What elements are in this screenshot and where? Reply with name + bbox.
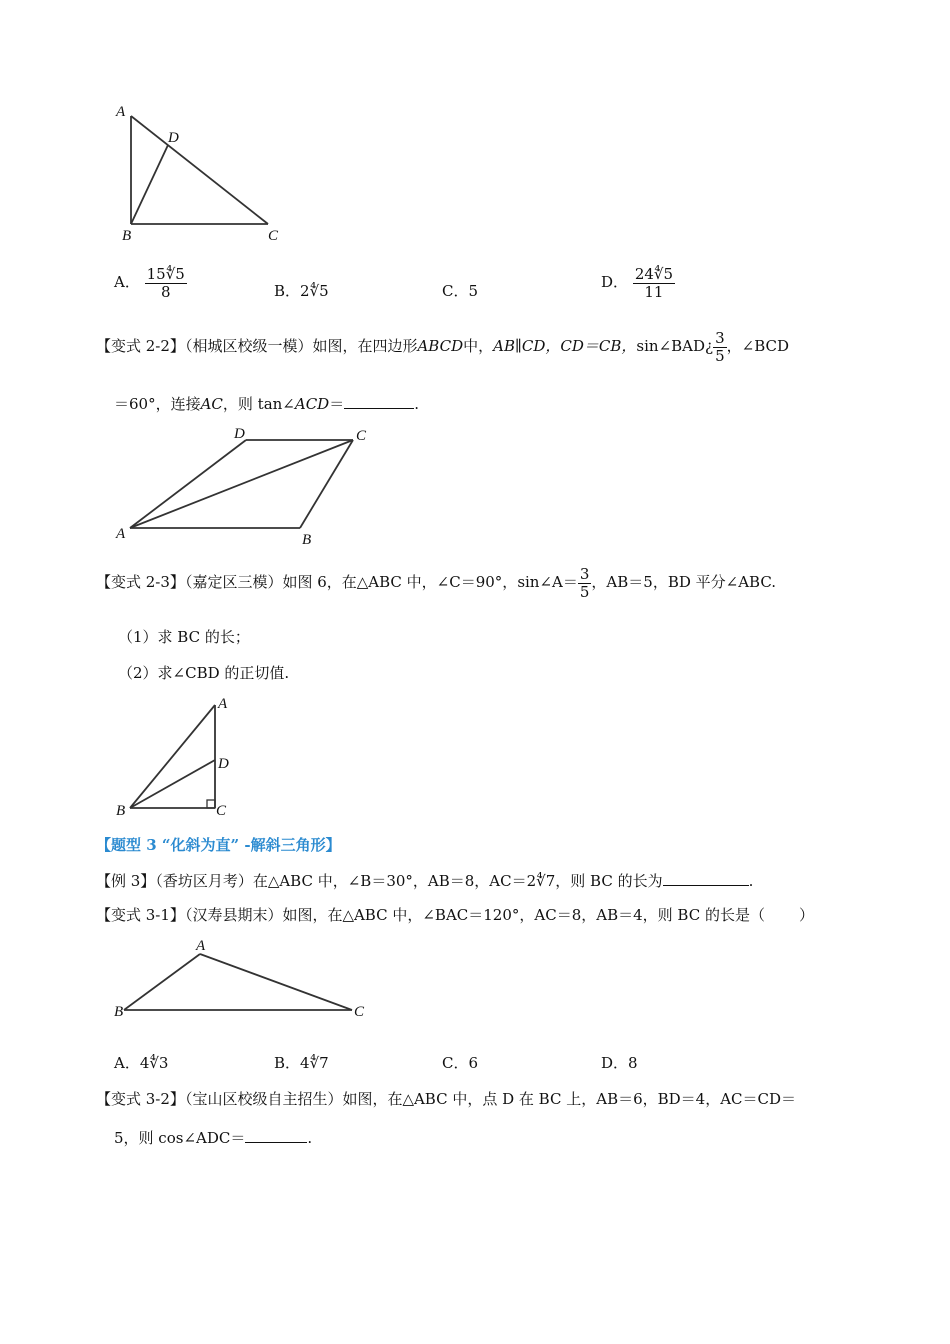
option-a-label: A．	[114, 273, 140, 291]
example-end: .	[748, 872, 754, 890]
segment-cb	[300, 440, 353, 528]
variant-text: ，∠BCD	[726, 337, 789, 355]
sub-question-1: （1）求 BC 的长；	[118, 628, 250, 646]
variant-text: .	[414, 395, 420, 413]
variant-close: ）	[798, 906, 814, 924]
option-c[interactable]: C．6	[442, 1054, 479, 1072]
label-a: A	[218, 696, 228, 712]
variant-tag: 【变式 3-2】	[96, 1090, 185, 1108]
label-d: D	[218, 756, 229, 772]
option-a-numerator: 15∜5	[146, 265, 185, 283]
figure-quadrilateral-abcd	[110, 420, 380, 550]
problem-variant-2-2	[96, 330, 789, 364]
right-angle-mark	[207, 800, 215, 808]
option-d[interactable]	[601, 266, 675, 300]
variant-source: （嘉定区三模）	[184, 573, 283, 591]
variant-text: 中，	[463, 337, 494, 355]
segment-ac	[200, 954, 352, 1010]
option-c-label: C．	[442, 282, 469, 300]
variant-quad: ABCD	[417, 337, 464, 355]
option-c-value: 5	[468, 282, 479, 300]
label-d: D	[234, 426, 245, 442]
variant-text: ＝60°，连接	[114, 395, 201, 413]
label-a: A	[116, 104, 126, 120]
variant-ac: AC	[200, 395, 223, 413]
option-a[interactable]	[114, 266, 187, 300]
fraction-denominator: 5	[715, 346, 725, 365]
label-b: B	[302, 532, 312, 548]
problem-variant-2-3	[96, 566, 776, 600]
option-a-fraction	[145, 266, 187, 300]
answer-blank[interactable]	[245, 1128, 307, 1143]
variant-text: 如图 6，在△ABC 中，∠C＝90°，	[282, 573, 518, 591]
option-a[interactable]: A．4∜3	[114, 1054, 169, 1072]
label-b: B	[122, 228, 132, 244]
option-b[interactable]: B．4∜7	[274, 1054, 329, 1072]
label-b: B	[114, 1004, 124, 1020]
answer-blank[interactable]	[663, 871, 749, 886]
figure-obtuse-triangle-abc	[110, 934, 380, 1026]
variant-source: （相城区校级一模）	[184, 337, 313, 355]
variant-tag: 【变式 2-3】	[96, 573, 185, 591]
sub-question-2: （2）求∠CBD 的正切值.	[118, 664, 290, 682]
label-c: C	[354, 1004, 365, 1020]
segment-ab	[130, 705, 215, 808]
variant-acd: ACD	[294, 395, 330, 413]
problem-variant-3-1	[96, 904, 814, 925]
option-c[interactable]	[442, 280, 478, 301]
segment-ac	[130, 440, 353, 528]
label-a: A	[116, 526, 126, 542]
label-b: B	[116, 803, 126, 819]
segment-ab	[124, 954, 200, 1010]
variant-tag: 【变式 3-1】	[96, 906, 185, 924]
option-b-label: B．	[274, 282, 301, 300]
variant-text: 如图，在四边形	[312, 337, 418, 355]
figure-triangle-abc-d	[110, 100, 290, 245]
option-d[interactable]: D．8	[601, 1054, 638, 1072]
variant-tag: 【变式 2-2】	[96, 337, 185, 355]
variant-text: （汉寿县期末）如图，在△ABC 中，∠BAC＝120°，AC＝8，AB＝4，则 BC 的长是（	[184, 906, 765, 924]
fraction-numerator: 3	[715, 329, 725, 347]
example-3	[96, 870, 753, 891]
option-d-denominator: 11	[644, 282, 664, 301]
variant-text: 5，则 cos∠ADC＝	[114, 1129, 246, 1147]
option-d-label: D．	[601, 273, 629, 291]
variant-sin: sin∠BAD¿	[636, 337, 714, 355]
option-d-numerator: 24∜5	[634, 265, 674, 283]
problem-variant-3-2	[96, 1088, 796, 1109]
label-d: D	[168, 130, 179, 146]
option-b-value: 2∜5	[300, 282, 329, 300]
variant-text: ，则 tan∠	[222, 395, 295, 413]
example-tag: 【例 3】	[96, 872, 156, 890]
problem-variant-3-2-line2	[114, 1127, 312, 1148]
variant-text: （宝山区校级自主招生）如图，在△ABC 中，点 D 在 BC 上，AB＝6，BD＝4，AC＝CD＝	[184, 1090, 797, 1108]
problem-variant-2-2-line2	[114, 393, 419, 414]
segment-ac	[131, 116, 268, 224]
variant-text: ，AB＝5，BD 平分∠ABC.	[591, 573, 777, 591]
label-c: C	[356, 428, 367, 444]
option-b[interactable]	[274, 280, 329, 301]
option-d-fraction	[633, 266, 675, 300]
variant-sin: sin∠A＝	[517, 573, 578, 591]
label-a: A	[196, 938, 206, 954]
segment-ad	[130, 440, 246, 528]
variant-text: ＝	[329, 395, 345, 413]
answer-blank[interactable]	[344, 394, 414, 409]
fraction-denominator: 5	[579, 582, 590, 601]
option-a-denominator: 8	[160, 282, 171, 301]
variant-end: .	[307, 1129, 313, 1147]
fraction-3-5	[578, 566, 592, 600]
fraction-numerator: 3	[579, 565, 590, 583]
section-heading: 【题型 3 “化斜为直” -解斜三角形】	[96, 836, 341, 854]
label-c: C	[216, 803, 227, 819]
label-c: C	[268, 228, 279, 244]
example-text: （香坊区月考）在△ABC 中，∠B＝30°，AB＝8，AC＝2∜7，则 BC 的长为	[155, 872, 663, 890]
variant-condition: AB∥CD，CD＝CB，	[493, 337, 637, 355]
fraction-3-5	[713, 330, 727, 364]
segment-bd	[130, 760, 215, 808]
figure-right-triangle-bd-bisector	[110, 690, 250, 825]
segment-bd	[131, 145, 168, 224]
